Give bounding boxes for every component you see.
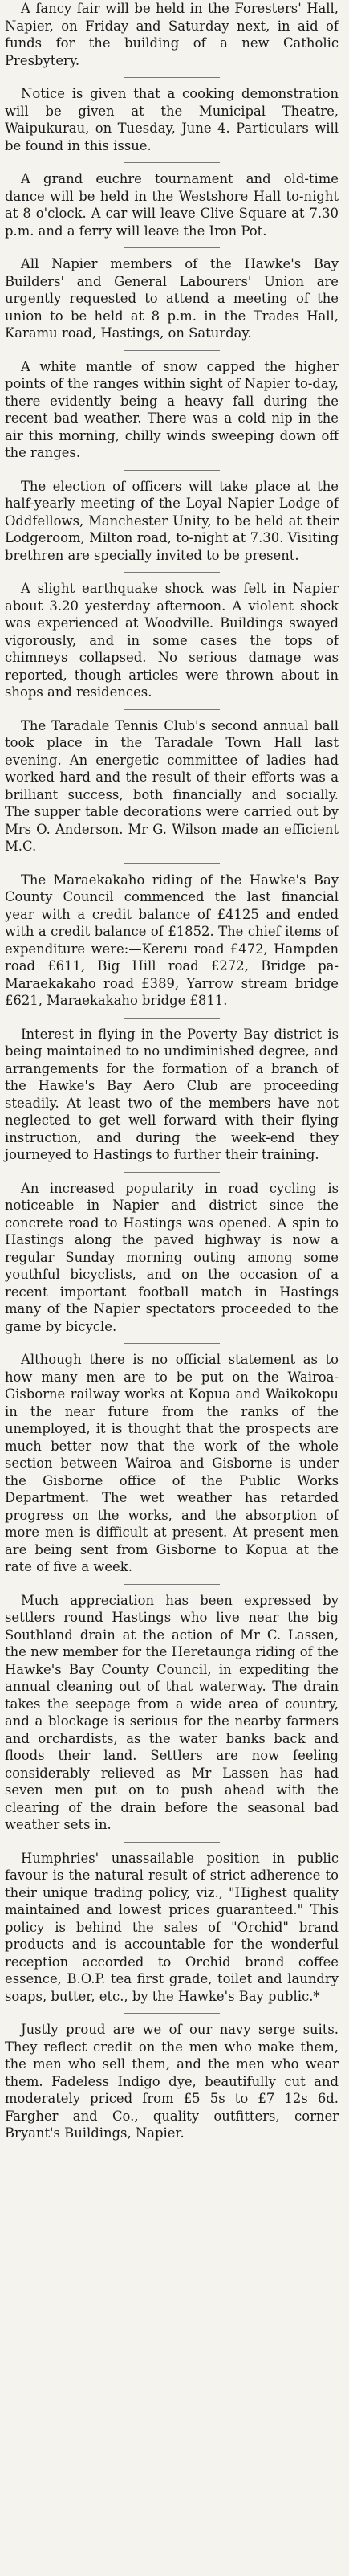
divider xyxy=(124,247,220,248)
divider xyxy=(124,470,220,471)
news-item-road-cycling: An increased popularity in road cycling is noticeable in Napier and district since the concrete road to Hastings was opened. A spin to Hastings along the paved highway is now a regular Sunday morning outing among some youthful bicyclists, and on the occasion of a recent important football match in Hastings many of the Napier spectators proceeded to the game by bicycle. xyxy=(5,1180,339,1334)
divider xyxy=(124,572,220,573)
news-item-euchre-tournament: A grand euchre tournament and old-time dance will be held in the Westshore Hall to-night at 8 o'clock. A car will leave Clive Square at 7.30 p.m. and a ferry will leave the Iron Pot. xyxy=(5,171,339,239)
news-item-cooking-demonstration: Notice is given that a cooking demonstration will be given at the Municipal Theatre, Waipukurau, on Tuesday, June 4. Particulars will be found in this issue. xyxy=(5,86,339,153)
advert-fargher-serge-suits: Justly proud are we of our navy serge suits. They reflect credit on the men who make them, the men who sell them, and the men who wear them. Fadeless Indigo dye, beautifully cut and moderately priced from £5 5s to £7 12s 6d. Fargher and Co., quality outfitters, corner Bryant's Buildings, Napier. xyxy=(5,2022,339,2141)
divider xyxy=(124,1172,220,1173)
news-item-flying-interest: Interest in flying in the Poverty Bay district is being maintained to no undiminished degree, and arrangements for the formation of a branch of the Hawke's Bay Aero Club are proceeding steadily. At least two of the members have not neglected to get well forward with their flying instruction, and during the week-end they journeyed to Hastings to further their training. xyxy=(5,1026,339,1162)
divider xyxy=(124,77,220,78)
news-column xyxy=(5,0,339,2142)
divider xyxy=(124,1018,220,1019)
divider xyxy=(124,863,220,864)
news-item-maraekakaho-riding: The Maraekakaho riding of the Hawke's Bay County Council commenced the last financial year with a credit balance of £4125 and ended with a credit balance of £1852. The chief items of expenditure were:—Kereru road £472, Hampden road £611, Big Hill road £272, Bridge pa-Maraekakaho road £389, Yarrow stream bridge £621, Maraekakaho bridge £811. xyxy=(5,872,339,1008)
news-item-earthquake: A slight earthquake shock was felt in Napier about 3.20 yesterday afternoon. A violent shock was experienced at Woodville. Buildings swayed vigorously, and in some cases the tops of chimneys collapsed. No serious damage was reported, though articles were thrown about in shops and residences. xyxy=(5,581,339,700)
advert-humphries: Humphries' unassailable position in public favour is the natural result of strict adherence to their unique trading policy, viz., "Highest quality maintained and lowest prices guaranteed." This policy is behind the sales of "Orchid" brand products and is accountable for the wonderful reception accorded to Orchid brand coffee essence, B.O.P. tea first grade, toilet and laundry soaps, butter, etc., by the Hawke's Bay public.* xyxy=(5,1850,339,2004)
news-item-railway-works: Although there is no official statement as to how many men are to be put on the Wairoa-Gisborne railway works at Kopua and Waikokopu in the near future from the ranks of the unemployed, it is thought that the prospects are much better now that the work of the whole section between Wairoa and Gisborne is under the Gisborne office of the Public Works Department. The wet weather has retarded progress on the works, and the absorption of more men is difficult at present. At present men are being sent from Gisborne to Kopua at the rate of five a week. xyxy=(5,1352,339,1574)
news-item-union-meeting: All Napier members of the Hawke's Bay Builders' and General Labourers' Union are urgently requested to attend a meeting of the union to be held at 8 p.m. in the Trades Hall, Karamu road, Hastings, on Saturday. xyxy=(5,256,339,341)
divider xyxy=(124,2013,220,2014)
divider xyxy=(124,1842,220,1843)
news-item-snow-ranges: A white mantle of snow capped the higher points of the ranges within sight of Napier to-day, there evidently being a heavy fall during the recent bad weather. There was a cold nip in the air this morning, chilly winds sweeping down off the ranges. xyxy=(5,358,339,460)
news-item-oddfellows-election: The election of officers will take place at the half-yearly meeting of the Loyal Napier Lodge of Oddfellows, Manchester Unity, to be held at their Lodgeroom, Milton road, to-night at 7.30. Visiting brethren are specially invited to be present. xyxy=(5,478,339,563)
divider xyxy=(124,709,220,710)
divider xyxy=(124,1343,220,1344)
news-item-drain-cleaning: Much appreciation has been expressed by settlers round Hastings who live near the big Southland drain at the action of Mr C. Lassen, the new member for the Heretaunga riding of the Hawke's Bay County Council, in expediting the annual cleaning out of that waterway. The drain takes the seepage from a wide area of country, and a blockage is serious for the nearby farmers and orchardists, as the water banks back and floods their land. Settlers are now feeling considerably relieved as Mr Lassen has had seven men put on to push ahead with the clearing of the drain before the seasonal bad weather sets in. xyxy=(5,1592,339,1832)
divider xyxy=(124,162,220,163)
news-item-fancy-fair: A fancy fair will be held in the Foresters' Hall, Napier, on Friday and Saturday next, in aid of funds for the building of a new Catholic Presbytery. xyxy=(5,1,339,68)
divider xyxy=(124,1584,220,1585)
news-item-tennis-ball: The Taradale Tennis Club's second annual ball took place in the Taradale Town Hall last evening. An energetic committee of ladies had worked hard and the result of their efforts was a brilliant success, both financially and socially. The supper table decorations were carried out by Mrs O. Anderson. Mr G. Wilson made an efficient M.C. xyxy=(5,717,339,854)
divider xyxy=(124,350,220,351)
